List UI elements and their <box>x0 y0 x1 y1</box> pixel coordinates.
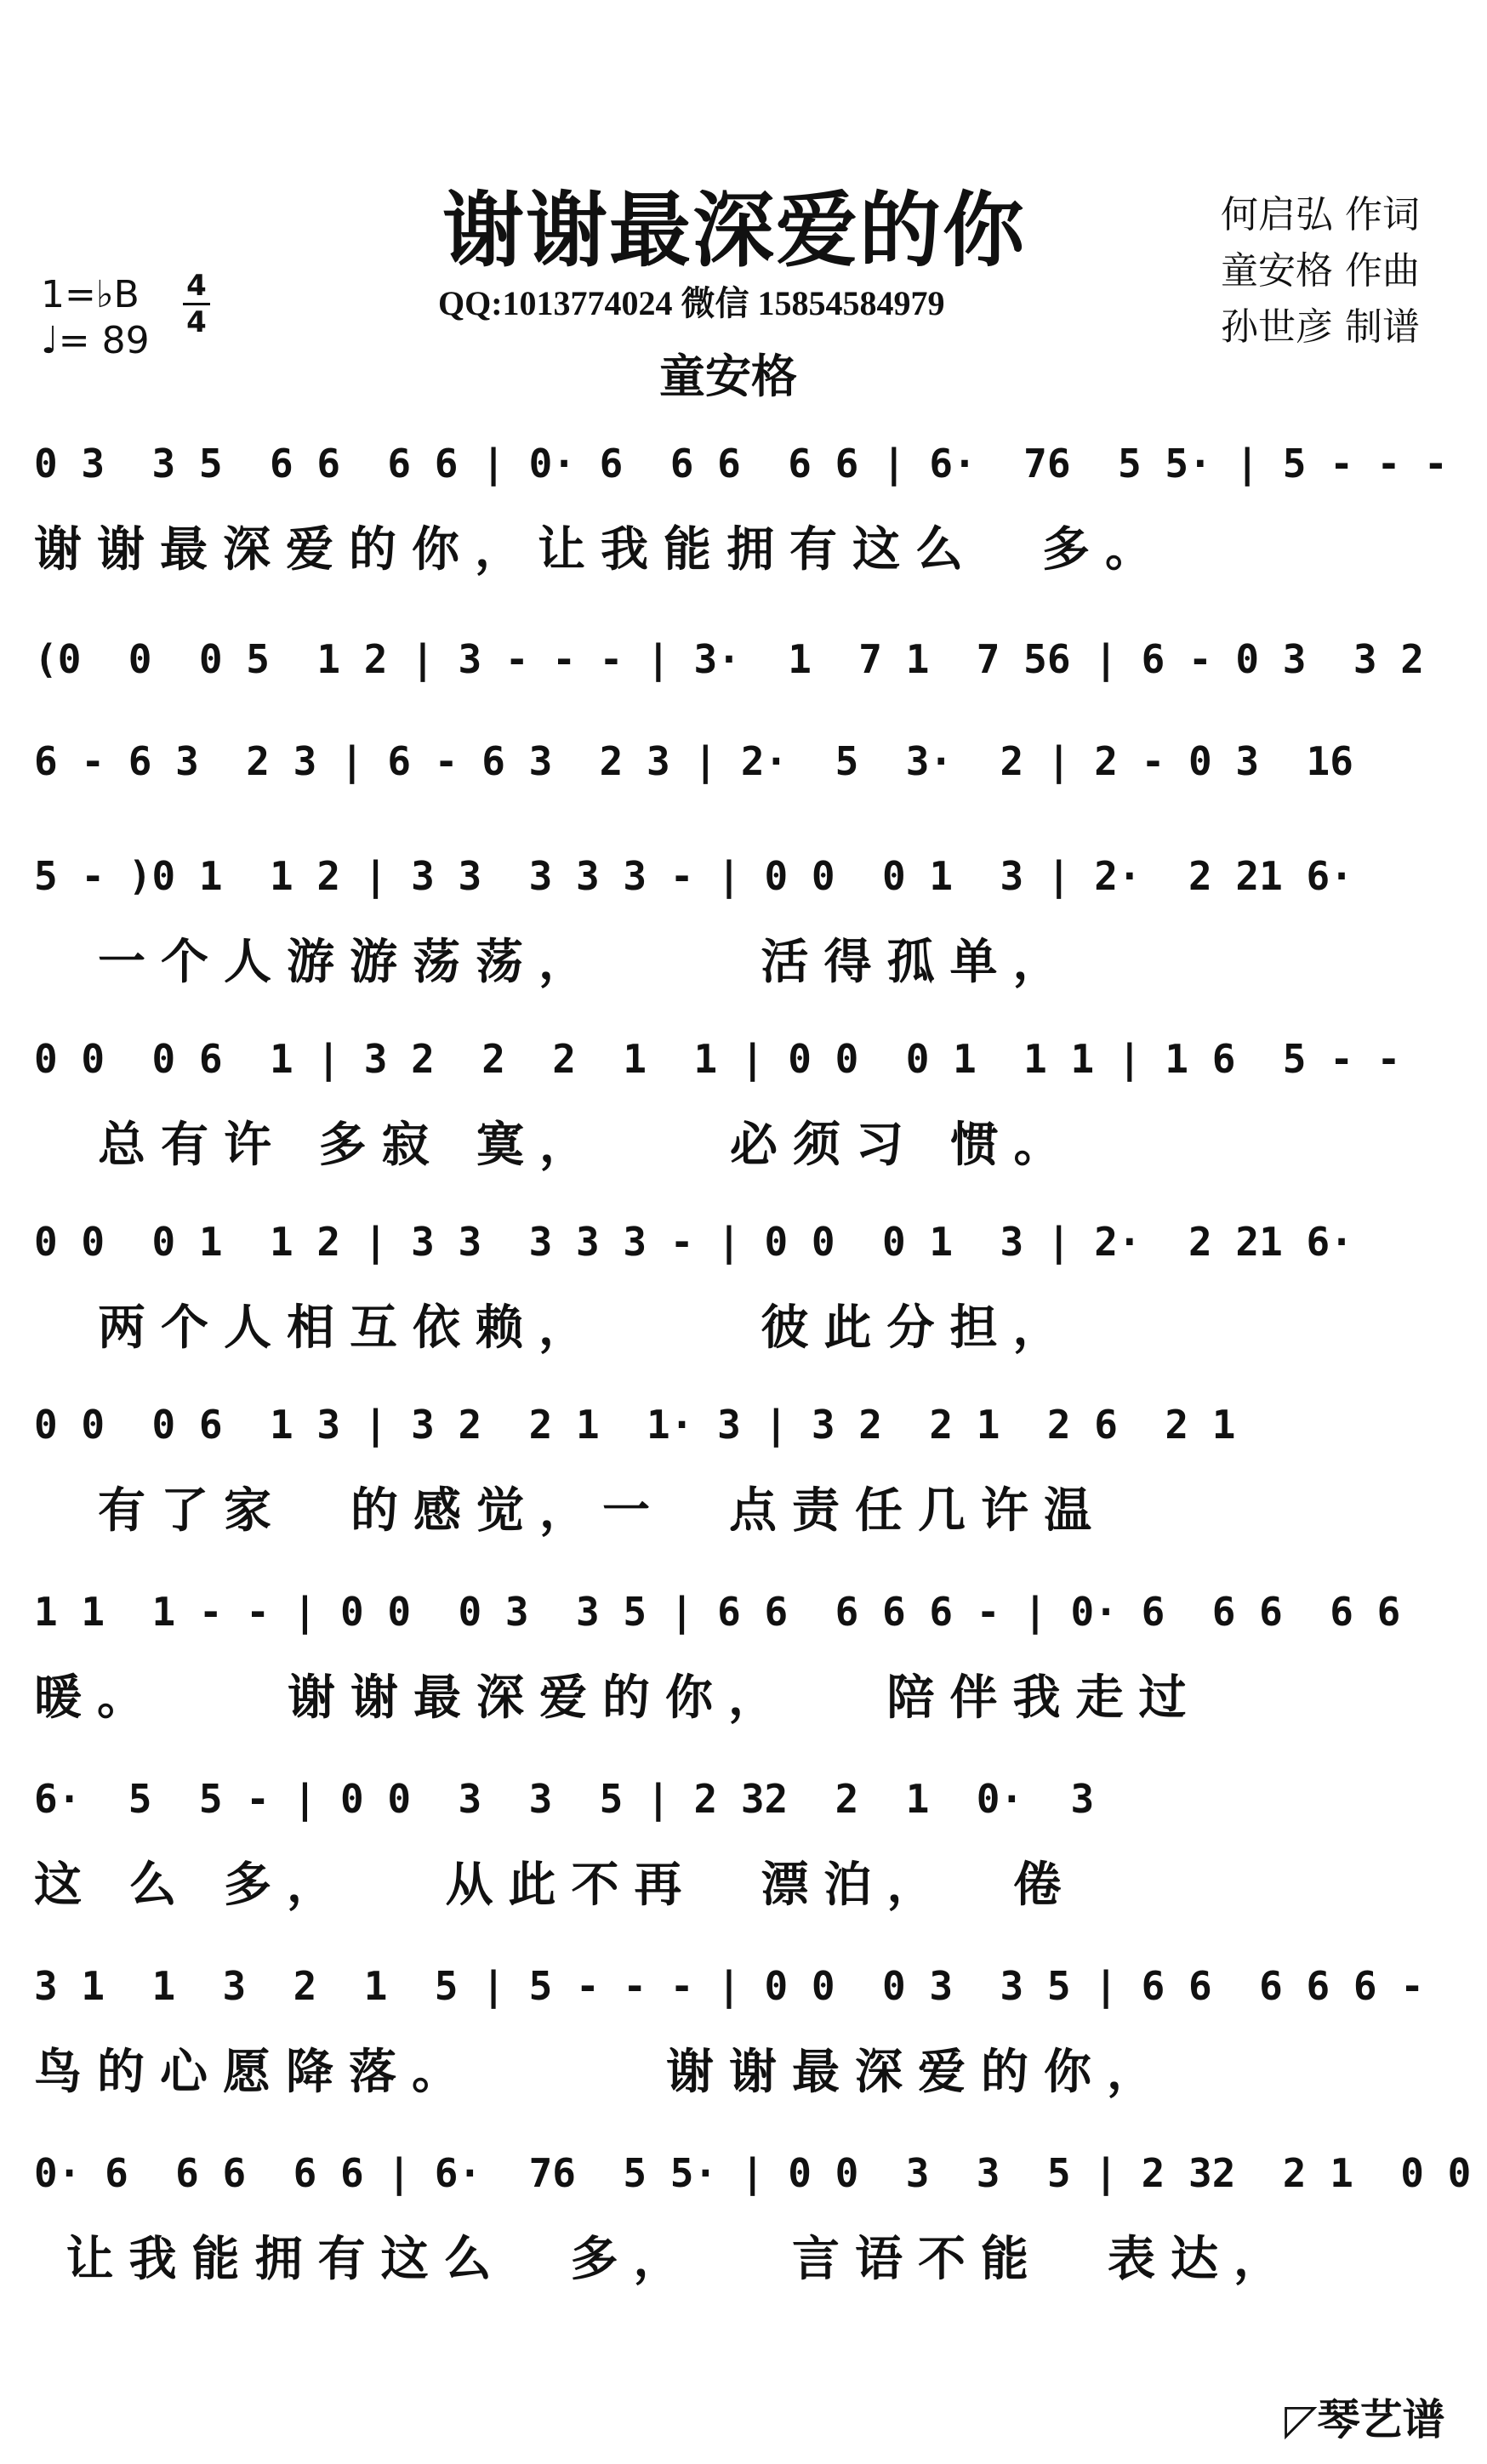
notation-line: 3 1 1 3 2 1 5 | 5 - - - | 0 0 0 3 3 5 | 6 6 6 6 6 - <box>34 1963 1424 2009</box>
singer-name: 童安格 <box>659 349 797 403</box>
score-row <box>34 434 1453 578</box>
notation-line: 0 0 0 6 1 3 | 3 2 2 1 1· 3 | 3 2 2 1 2 6 2 1 <box>34 1402 1236 1448</box>
lyric-line: 谢谢最深爱的你，让我能拥有这么 多。 <box>34 521 1168 578</box>
notation-line: 0 0 0 6 1 | 3 2 2 2 1 1 | 0 0 0 1 1 1 | 1 6 5 - - <box>34 1036 1401 1082</box>
lyricist-credit: 何启弘 作词 <box>1221 193 1420 236</box>
notation-line: 0 0 0 1 1 2 | 3 3 3 3 3 - | 0 0 0 1 3 | 2· 2 21 6· <box>34 1219 1353 1265</box>
notation-line: 6· 5 5 - | 0 0 3 3 5 | 2 32 2 1 0· 3 <box>34 1776 1095 1822</box>
notation-line: 0 3 3 5 6 6 6 6 | 0· 6 6 6 6 6 | 6· 76 5 5· | 5 - - - <box>34 441 1448 487</box>
lyric-line: 让我能拥有这么 多， 言语不能 表达， <box>34 2231 1296 2287</box>
song-title: 谢谢最深爱的你 <box>442 182 1026 278</box>
lyric-line: 一个人游游荡荡， 活得孤单， <box>34 934 1076 990</box>
credits <box>1221 187 1420 356</box>
key-signature: 1=♭B <box>41 273 140 316</box>
lyric-line: 有了家 的感觉，一 点责任几许温 <box>34 1482 1107 1539</box>
arranger-credit: 孙世彦 制谱 <box>1221 305 1420 349</box>
score-row <box>34 1212 1453 1357</box>
time-signature <box>183 270 210 338</box>
score-row <box>34 2143 1472 2288</box>
lyric-line: 暖。 谢谢最深爱的你， 陪伴我走过 <box>34 1670 1202 1726</box>
notation-line: 1 1 1 - - | 0 0 0 3 3 5 | 6 6 6 6 6 - | 0· 6 6 6 6 6 <box>34 1589 1401 1635</box>
time-bottom: 4 <box>186 305 207 339</box>
lyric-line: 鸟的心愿降落。 谢谢最深爱的你， <box>34 2044 1170 2100</box>
contact-info: QQ:1013774024 微信 15854584979 <box>438 284 945 322</box>
time-top: 4 <box>186 269 207 303</box>
tempo-marking: ♩= 89 <box>41 319 150 362</box>
score-row <box>34 1769 1453 1914</box>
lyric-line: 这 么 多， 从此不再 漂泊， 倦 <box>34 1857 1077 1913</box>
notation-line: 0· 6 6 6 6 6 | 6· 76 5 5· | 0 0 3 3 5 | 2 32 2 1 0 0 <box>34 2150 1472 2196</box>
watermark-logo <box>1285 2386 1444 2447</box>
score-row <box>34 1029 1453 1174</box>
watermark-brand: 琴艺谱 <box>1317 2395 1445 2444</box>
notation-line: 6 - 6 3 2 3 | 6 - 6 3 2 3 | 2· 5 3· 2 | 2 - 0 3 16 <box>34 738 1353 784</box>
lyric-line: 两个人相互依赖， 彼此分担， <box>34 1300 1076 1356</box>
score-row <box>34 1582 1453 1727</box>
key-tempo <box>41 272 150 364</box>
score-row <box>34 1395 1453 1539</box>
score-row <box>34 1956 1453 2101</box>
composer-credit: 童安格 作曲 <box>1221 249 1420 293</box>
logo-mark-icon: ◸ <box>1285 2395 1318 2444</box>
notation-line: 5 - )0 1 1 2 | 3 3 3 3 3 - | 0 0 0 1 3 | 2· 2 21 6· <box>34 853 1353 899</box>
score-row <box>34 846 1453 991</box>
notation-line: (0 0 0 5 1 2 | 3 - - - | 3· 1 7 1 7 56 | 6 - 0 3 3 2 <box>34 636 1424 682</box>
lyric-line: 总有许 多寂 寞， 必须习 惯。 <box>34 1117 1077 1173</box>
